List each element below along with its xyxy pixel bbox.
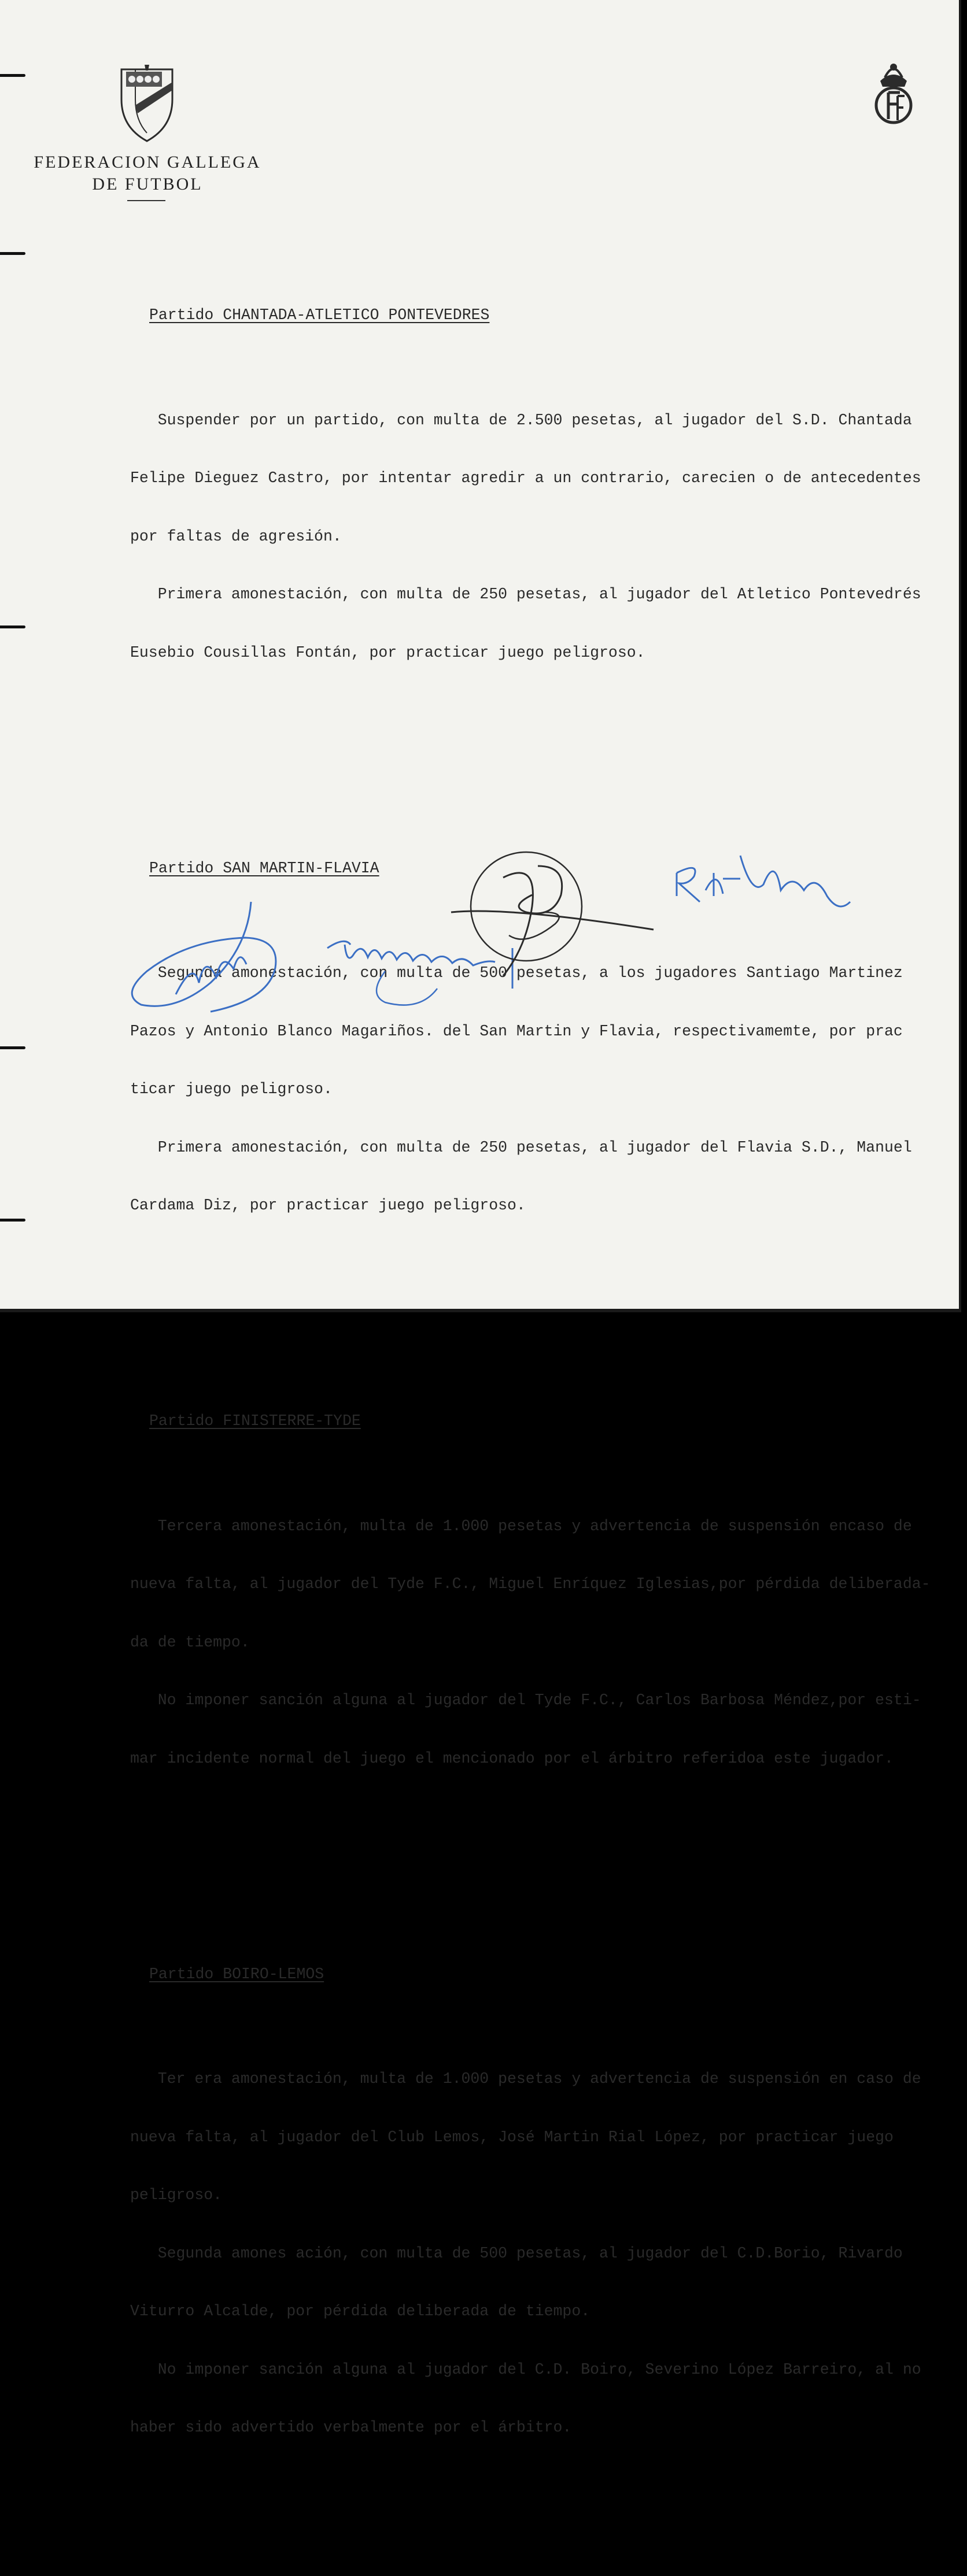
binder-hole bbox=[0, 252, 25, 255]
fgf-shield-icon bbox=[118, 65, 176, 143]
section-chantada-atletico bbox=[130, 267, 960, 740]
text-line: nueva falta, al jugador del Tyde F.C., Miguel Enríquez Iglesias,por pérdida deliberada- bbox=[130, 1575, 931, 1593]
section-title: Partido SAN MARTIN-FLAVIA bbox=[149, 859, 379, 877]
org-line-2: DE FUTBOL bbox=[92, 175, 203, 194]
text-line: Ter era amonestación, multa de 1.000 pesetas y advertencia de suspensión en caso de bbox=[130, 2070, 921, 2088]
org-line-1: FEDERACION GALLEGA bbox=[34, 153, 261, 172]
signature-blue-right bbox=[665, 838, 856, 919]
letterhead-divider bbox=[127, 200, 165, 201]
letterhead-org-name bbox=[23, 151, 272, 195]
section-finisterre-tyde bbox=[130, 1373, 960, 1846]
section-text bbox=[130, 372, 960, 702]
binder-hole bbox=[0, 74, 25, 77]
signature-blue-left bbox=[124, 896, 291, 1023]
text-line: Primera amonestación, con multa de 250 pesetas, al jugador del Flavia S.D., Manuel bbox=[130, 1138, 912, 1156]
text-line: por faltas de agresión. bbox=[130, 527, 342, 545]
text-line: No imponer sanción alguna al jugador del C.D. Boiro, Severino López Barreiro, al no bbox=[130, 2360, 921, 2378]
binder-hole bbox=[0, 1046, 25, 1049]
text-line: haber sido advertido verbalmente por el árbitro. bbox=[130, 2419, 572, 2436]
signature-black-circular bbox=[440, 843, 659, 993]
text-line: da de tiempo. bbox=[130, 1633, 250, 1651]
section-text bbox=[130, 1478, 960, 1808]
text-line: Cardama Diz, por practicar juego peligroso. bbox=[130, 1197, 526, 1214]
section-title: Partido FINISTERRE-TYDE bbox=[149, 1412, 361, 1430]
section-title: Partido BOIRO-LEMOS bbox=[149, 1965, 324, 1983]
text-line: Pazos y Antonio Blanco Magariños. del San Martin y Flavia, respectivamemte, por prac bbox=[130, 1022, 903, 1040]
text-line: No imponer sanción alguna al jugador del Tyde F.C., Carlos Barbosa Méndez,por esti- bbox=[130, 1692, 921, 1709]
text-line: Suspender por un partido, con multa de 2.500 pesetas, al jugador del S.D. Chantada bbox=[130, 411, 912, 429]
text-line: Primera amonestación, con multa de 250 pesetas, al jugador del Atletico Pontevedrés bbox=[130, 586, 921, 603]
text-line: Felipe Dieguez Castro, por intentar agredir a un contrario, carecien o de antecedentes bbox=[130, 469, 921, 487]
text-line: Segunda amonestación, con multa de 500 pesetas, a los jugadores Santiago Martinez bbox=[130, 964, 903, 982]
text-line: Segunda amones ación, con multa de 500 pesetas, al jugador del C.D.Borio, Rivardo bbox=[130, 2244, 903, 2262]
text-line: nueva falta, al jugador del Club Lemos, José Martin Rial López, por practicar juego bbox=[130, 2128, 894, 2146]
rfef-crown-crest-icon bbox=[868, 58, 920, 127]
section-text bbox=[130, 2031, 960, 2477]
text-line: Viturro Alcalde, por pérdida deliberada de tiempo. bbox=[130, 2303, 590, 2320]
text-line: peligroso. bbox=[130, 2186, 223, 2204]
binder-hole bbox=[0, 626, 25, 628]
section-boiro-lemos bbox=[130, 1926, 960, 2515]
text-line: mar incidente normal del juego el mencionado por el árbitro referidoa este jugador. bbox=[130, 1749, 894, 1767]
text-line: Tercera amonestación, multa de 1.000 pesetas y advertencia de suspensión encaso de bbox=[130, 1517, 912, 1535]
resolutions-body bbox=[130, 228, 960, 2576]
section-title: Partido CHANTADA-ATLETICO PONTEVEDRES bbox=[149, 306, 490, 324]
binder-hole bbox=[0, 1219, 25, 1222]
text-line: Eusebio Cousillas Fontán, por practicar juego peligroso. bbox=[130, 643, 645, 661]
text-line: ticar juego peligroso. bbox=[130, 1080, 333, 1098]
